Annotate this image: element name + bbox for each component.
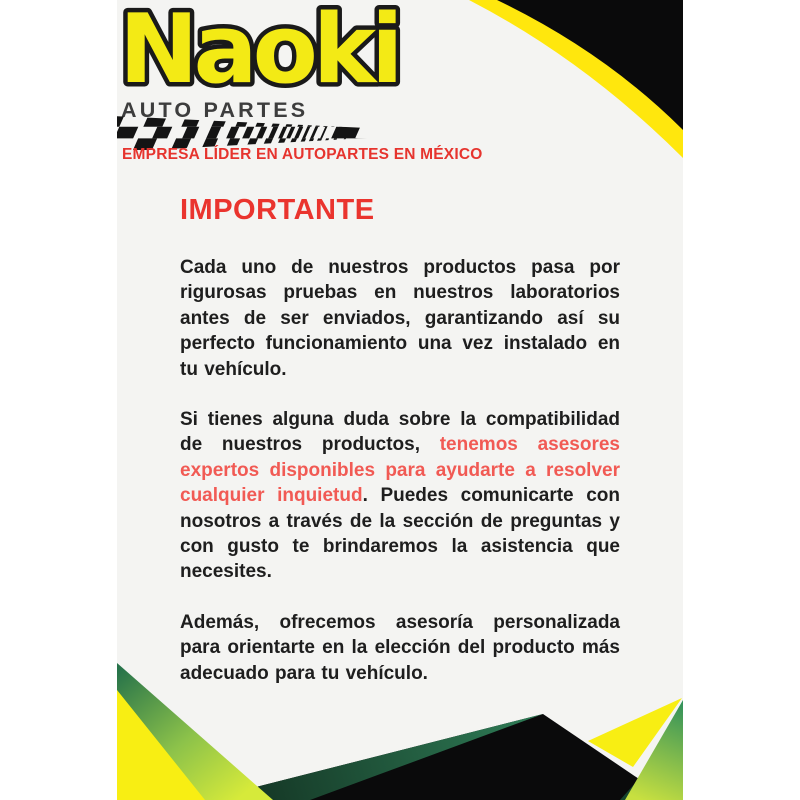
section-heading: IMPORTANTE xyxy=(180,194,375,226)
paragraph-advice xyxy=(180,610,620,686)
info-section xyxy=(180,196,620,711)
paragraph-quality xyxy=(180,255,620,382)
brand-tagline: EMPRESA LÍDER EN AUTOPARTES EN MÉXICO xyxy=(122,146,483,163)
logo-subtitle: AUTO PARTES xyxy=(121,98,309,122)
paragraph-text: Cada uno de nuestros productos pasa por rigurosas pruebas en nuestros laboratorios antes de ser enviados, garantizando así su perfecto funcionamiento una vez instalado en tu vehículo. xyxy=(180,257,620,380)
paragraph-support xyxy=(180,407,620,585)
paragraph-text: Si tienes alguna duda sobre la compatibilidad de nuestros productos, xyxy=(180,409,620,456)
auto-parts-flyer xyxy=(117,0,683,800)
paragraph-text: . Puedes comunicarte con nosotros a través de la sección de preguntas y con gusto te brindaremos la asistencia que necesites. xyxy=(180,485,620,583)
paragraph-text-highlighted: tenemos asesores expertos disponibles para ayudarte a resolver cualquier inquietud xyxy=(180,434,620,507)
logo-text: Naoki xyxy=(119,0,399,104)
paragraph-text: Además, ofrecemos asesoría personalizada para orientarte en la elección del producto más adecuado para tu vehículo. xyxy=(180,611,620,684)
naoki-logo xyxy=(117,0,533,104)
